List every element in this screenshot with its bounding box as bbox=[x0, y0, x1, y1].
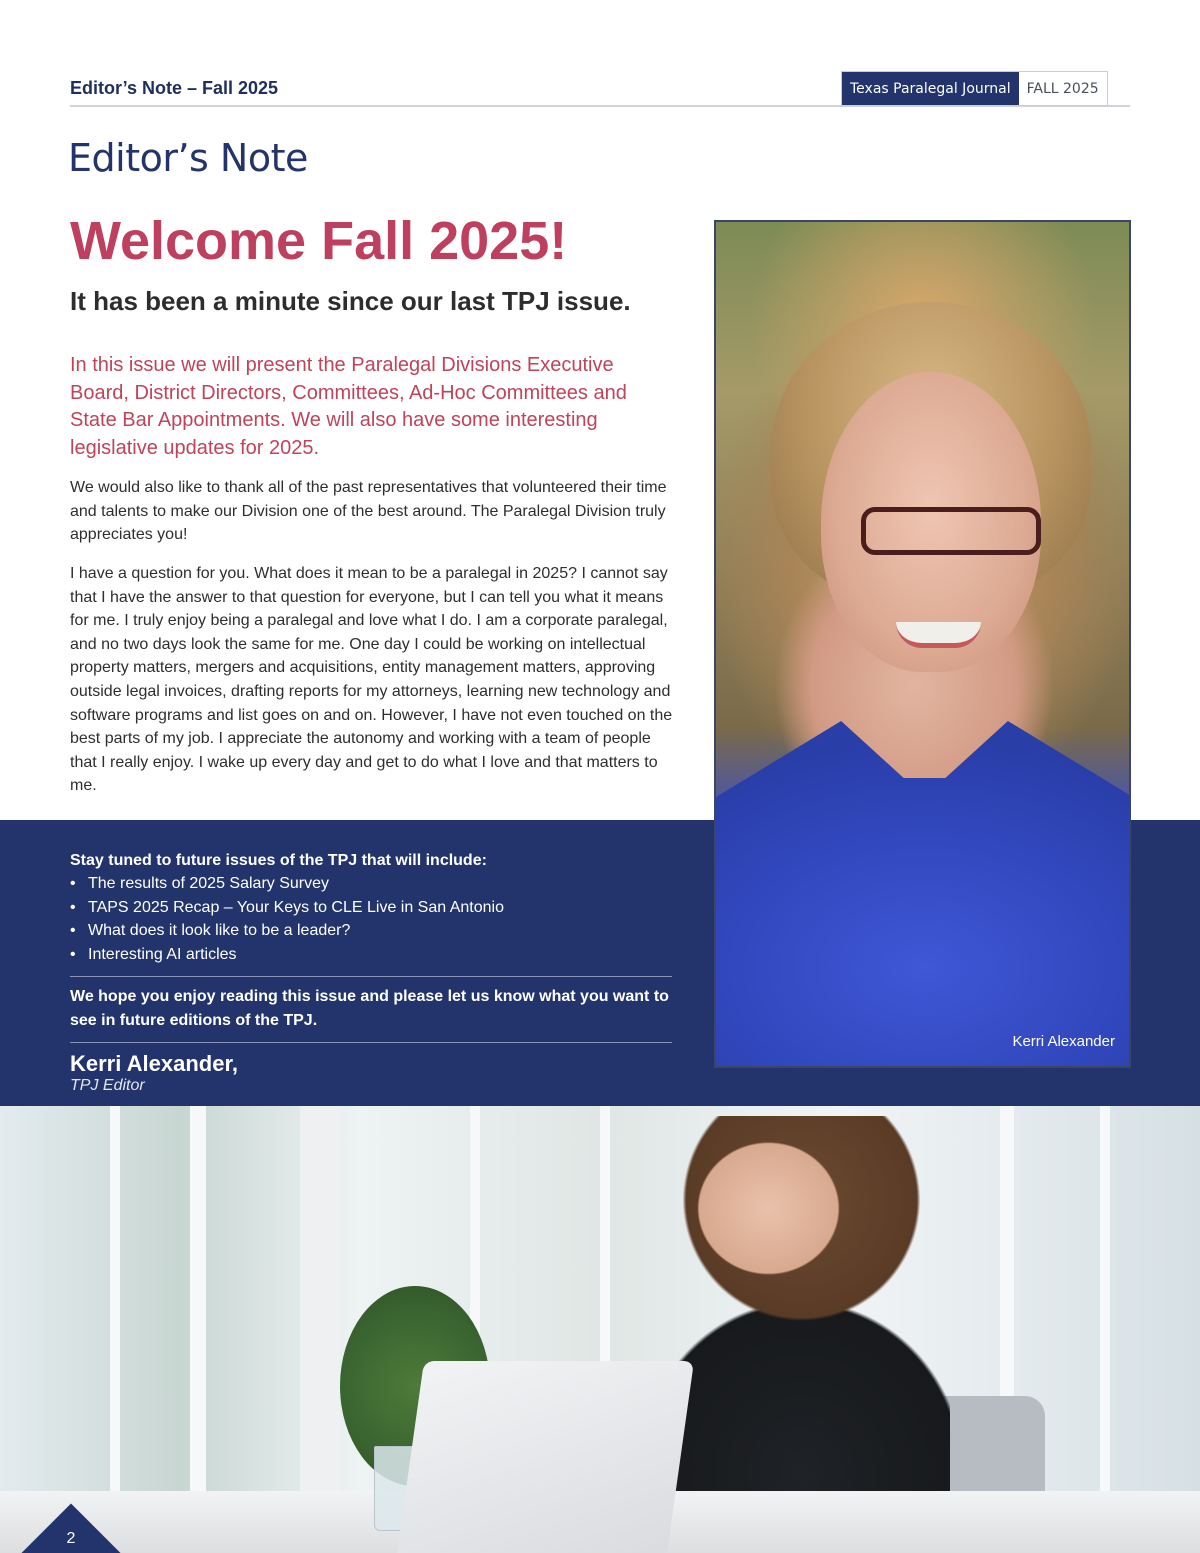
article-paragraph-2: I have a question for you. What does it mean to be a paralegal in 2025? I cannot say that I have the answer to that question for everyone, but I can tell you what it means for me. I truly enjoy being a paralegal and love what I do. I am a corporate paralegal, and no two days look the same for me. One day I could be working on intellectual property matters, mergers and acquisitions, entity management matters, approving outside legal invoices, drafting reports for my attorneys, learning new technology and software programs and list goes on and on. However, I have not even touched on the best parts of my job. I appreciate the autonomy and working with a team of people that I really enjoy. I wake up every day and get to do what I love and that matters to me. bbox=[70, 565, 673, 795]
band-closing: We hope you enjoy reading this issue and please let us know what you want to see in future editions of the TPJ. bbox=[70, 988, 669, 1029]
band-divider bbox=[70, 976, 672, 977]
article-headline: Welcome Fall 2025! bbox=[70, 211, 568, 271]
journal-badge bbox=[841, 71, 1108, 106]
portrait-smile bbox=[896, 622, 981, 648]
band-content bbox=[70, 852, 672, 1095]
signature-role: TPJ Editor bbox=[70, 1077, 145, 1094]
portrait-blouse bbox=[716, 702, 1131, 1068]
section-title: Editor’s Note bbox=[68, 136, 308, 180]
list-item: • What does it look like to be a leader? bbox=[70, 919, 672, 943]
article-paragraph-1: We would also like to thank all of the past representatives that volunteered their time and talents to make our Division one of the best around. The Paralegal Division truly appreciates you! bbox=[70, 479, 667, 544]
band-lead: Stay tuned to future issues of the TPJ that will include: bbox=[70, 852, 487, 869]
running-head: Editor’s Note – Fall 2025 bbox=[70, 78, 279, 98]
article-subhead: It has been a minute since our last TPJ issue. bbox=[70, 286, 631, 316]
window-frame bbox=[190, 1106, 206, 1553]
journal-issue: FALL 2025 bbox=[1019, 72, 1107, 105]
laptop bbox=[396, 1361, 694, 1553]
window-frame bbox=[1100, 1106, 1110, 1553]
window-column bbox=[300, 1106, 340, 1553]
band-divider bbox=[70, 1042, 672, 1043]
window-frame bbox=[110, 1106, 120, 1553]
portrait-caption: Kerri Alexander bbox=[1012, 1033, 1115, 1050]
editor-portrait bbox=[714, 220, 1131, 1068]
article-intro: In this issue we will present the Paralegal Divisions Executive Board, District Directors, Committees, Ad-Hoc Committees and State Bar Appointments. We will also have some interesting legislative updates for 2025. bbox=[70, 354, 627, 459]
signature-name: Kerri Alexander, bbox=[70, 1051, 238, 1076]
list-item: • The results of 2025 Salary Survey bbox=[70, 872, 672, 896]
journal-name: Texas Paralegal Journal bbox=[842, 72, 1019, 105]
office-photo bbox=[0, 1106, 1200, 1553]
list-item: • TAPS 2025 Recap – Your Keys to CLE Live in San Antonio bbox=[70, 896, 672, 920]
portrait-glasses bbox=[861, 507, 1041, 555]
upcoming-list bbox=[70, 872, 672, 966]
list-item: • Interesting AI articles bbox=[70, 943, 672, 967]
page-number: 2 bbox=[66, 1530, 76, 1547]
